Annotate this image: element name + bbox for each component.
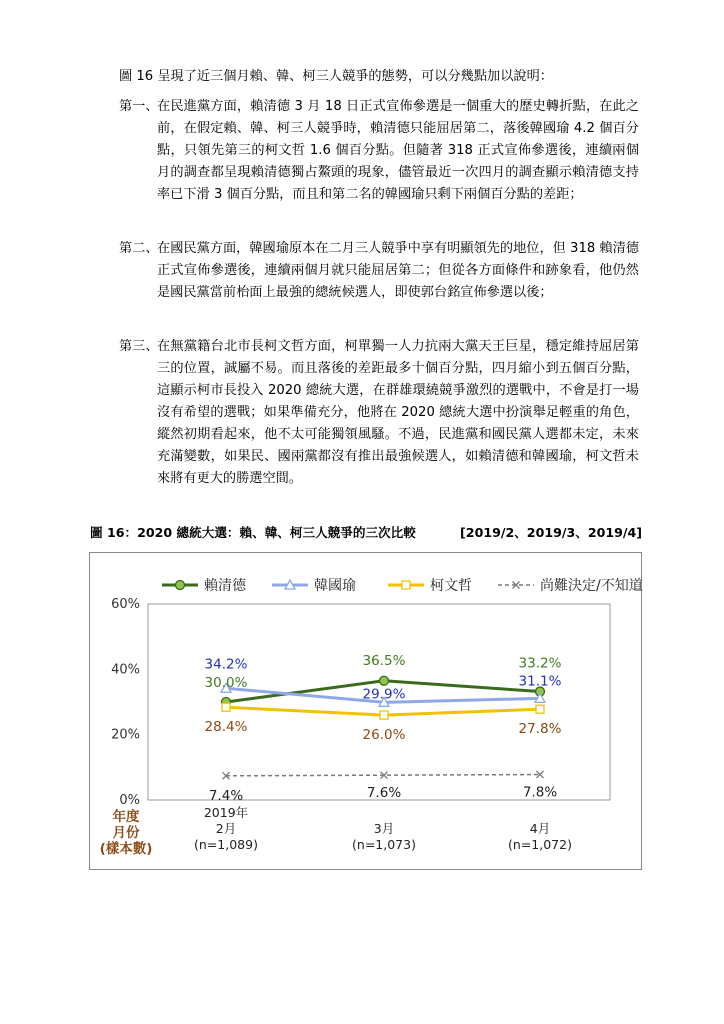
line-chart <box>90 553 643 871</box>
x-axis-title: (樣本數) <box>99 841 153 857</box>
y-tick-label: 0% <box>119 793 140 808</box>
x-category-label: 2月 <box>215 821 237 836</box>
data-label: 7.8% <box>522 784 558 801</box>
data-point <box>380 676 389 685</box>
point-three <box>119 336 639 490</box>
data-point <box>380 711 388 719</box>
figure-title: 圖 16：2020 總統大選：賴、韓、柯三人競爭的三次比較 <box>90 525 416 540</box>
point-text: 在無黨籍台北市長柯文哲方面，柯單獨一人力抗兩大黨天王巨星，穩定維持屈居第三的位置，誠屬不易。而且落後的差距最多十個百分點，四月縮小到五個百分點，這顯示柯市長投入 2020 總統大選，在群雄環繞競爭激烈的選戰中，不會是打一場沒有希望的選戰；如果準備充分，他將在 2020 總統大選中扮演舉足輕重的角色，縱然初期看起來，他不太可能獨領風騷。不過，民進黨和國民黨人選都未定，未來充滿變數，如果民、國兩黨都沒有推出最強候選人，如賴清德和韓國瑜，柯文哲未來將有更大的勝選空間。 <box>157 339 639 486</box>
x-category-label: (n=1,073) <box>352 837 416 852</box>
point-label: 第三、 <box>119 339 159 354</box>
data-label: 31.1% <box>518 673 562 690</box>
legend-label: 韓國瑜 <box>314 578 356 594</box>
point-two <box>119 238 639 304</box>
x-category-label: 2019年 <box>203 805 249 820</box>
intro-paragraph: 圖 16 呈現了近三個月賴、韓、柯三人競爭的態勢，可以分幾點加以說明： <box>119 69 553 84</box>
y-tick-label: 40% <box>111 662 140 678</box>
point-one <box>119 96 639 206</box>
data-label: 7.4% <box>208 787 244 804</box>
data-label: 28.4% <box>204 719 248 736</box>
y-tick-label: 20% <box>111 727 140 743</box>
point-label: 第二、 <box>119 241 159 256</box>
data-point <box>222 703 230 711</box>
chart-frame <box>89 552 642 870</box>
legend-marker <box>402 581 410 589</box>
figure-caption <box>90 522 642 541</box>
figure-dates: [2019/2、2019/3、2019/4] <box>460 525 642 540</box>
legend-label: 尚難決定/不知道 <box>540 578 643 594</box>
data-label: 27.8% <box>518 721 562 738</box>
data-label: 29.9% <box>362 686 406 703</box>
x-axis-title: 月份 <box>112 825 140 841</box>
x-axis-title: 年度 <box>112 809 140 825</box>
data-label: 36.5% <box>362 652 406 669</box>
x-category-label: (n=1,089) <box>194 837 258 852</box>
point-text: 在國民黨方面，韓國瑜原本在二月三人競爭中享有明顯領先的地位，但 318 賴清德正式宣佈參選後，連續兩個月就只能屈居第二；但從各方面條件和跡象看，他仍然是國民黨當前枱面上最強的總統候選人，即使郭台銘宣佈參選以後； <box>157 241 639 300</box>
x-category-label: 4月 <box>529 821 551 836</box>
x-category-label: 3月 <box>373 821 395 836</box>
x-category-label: (n=1,072) <box>508 837 572 852</box>
data-label: 30.0% <box>204 675 248 691</box>
point-label: 第一、 <box>119 99 159 114</box>
data-label: 33.2% <box>518 655 562 672</box>
legend-label: 賴清德 <box>204 578 246 594</box>
data-label: 34.2% <box>204 656 248 673</box>
data-point <box>536 705 544 713</box>
data-label: 26.0% <box>362 727 406 744</box>
point-text: 在民進黨方面，賴清德 3 月 18 日正式宣佈參選是一個重大的歷史轉折點，在此之前，在假定賴、韓、柯三人競爭時，賴清德只能屈居第二，落後韓國瑜 4.2 個百分點，只領先第三的柯文哲 1.6 個百分點。但隨著 318 正式宣佈參選後，連續兩個月的調查都呈現賴清德獨占鰲頭的現象，儘管最近一次四月的調查顯示賴清德支持率已下滑 3 個百分點，而且和第二名的韓國瑜只剩下兩個百分點的差距； <box>157 99 639 202</box>
y-tick-label: 60% <box>111 597 140 612</box>
data-label: 7.6% <box>366 785 402 802</box>
legend-label: 柯文哲 <box>430 578 472 594</box>
legend-marker <box>176 581 185 590</box>
